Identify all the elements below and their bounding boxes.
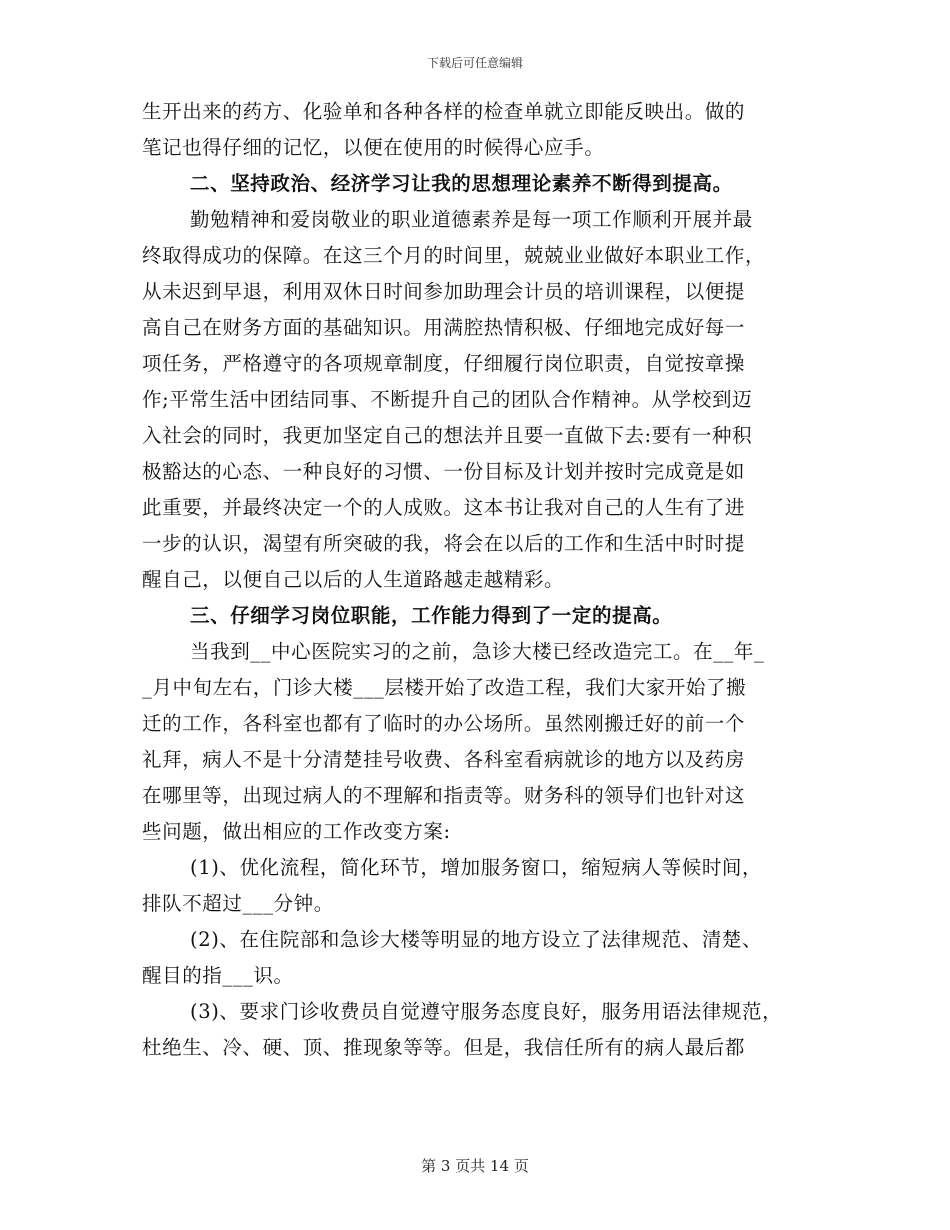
text-line: (3)、要求门诊收费员自觉遵守服务态度良好，服务用语法律规范， xyxy=(190,1000,783,1023)
section-heading: 二、坚持政治、经济学习让我的思想理论素养不断得到提高。 xyxy=(190,172,733,195)
page-footer: 第 3 页共 14 页 xyxy=(421,1157,529,1175)
text-line: (1)、优化流程，简化环节，增加服务窗口，缩短病人等候时间， xyxy=(190,856,763,879)
text-line: 项任务，严格遵守的各项规章制度，仔细履行岗位职责，自觉按章操 xyxy=(142,352,746,375)
text-line: 勤勉精神和爱岗敬业的职业道德素养是每一项工作顺利开展并最 xyxy=(190,208,753,231)
text-line: 当我到__中心医院实习的之前，急诊大楼已经改造完工。在__年_ xyxy=(190,640,765,663)
text-line: 排队不超过___分钟。 xyxy=(142,892,334,915)
text-line: 作;平常生活中团结同事、不断提升自己的团队合作精神。从学校到迈 xyxy=(142,388,753,411)
text-line: 一步的认识，渴望有所突破的我，将会在以后的工作和生活中时时提 xyxy=(142,532,746,555)
text-line: 入社会的同时，我更加坚定自己的想法并且要一直做下去:要有一种积 xyxy=(142,424,753,447)
text-line: 此重要，并最终决定一个的人成败。这本书让我对自己的人生有了进 xyxy=(142,496,746,519)
text-line: 杜绝生、冷、硬、顶、推现象等等。但是，我信任所有的病人最后都 xyxy=(142,1036,746,1059)
text-line: 生开出来的药方、化验单和各种各样的检查单就立即能反映出。做的 xyxy=(142,100,746,123)
text-line: _月中旬左右，门诊大楼___层楼开始了改造工程，我们大家开始了搬 xyxy=(142,676,747,699)
text-line: 终取得成功的保障。在这三个月的时间里，兢兢业业做好本职业工作， xyxy=(142,244,766,267)
text-line: 些问题，做出相应的工作改变方案: xyxy=(142,820,451,843)
text-line: 高自己在财务方面的基础知识。用满腔热情积极、仔细地完成好每一 xyxy=(142,316,746,339)
text-line: 从未迟到早退，利用双休日时间参加助理会计员的培训课程，以便提 xyxy=(142,280,746,303)
text-line: 在哪里等，出现过病人的不理解和指责等。财务科的领导们也针对这 xyxy=(142,784,746,807)
text-line: 醒自己，以便自己以后的人生道路越走越精彩。 xyxy=(142,568,565,591)
section-heading: 三、仔细学习岗位职能，工作能力得到了一定的提高。 xyxy=(190,604,673,627)
text-line: 笔记也得仔细的记忆，以便在使用的时候得心应手。 xyxy=(142,136,605,159)
text-line: 醒目的指___识。 xyxy=(142,964,294,987)
text-line: (2)、在住院部和急诊大楼等明显的地方设立了法律规范、清楚、 xyxy=(190,928,763,951)
page-header: 下载后可任意编辑 xyxy=(426,56,523,70)
text-line: 礼拜，病人不是十分清楚挂号收费、各科室看病就诊的地方以及药房 xyxy=(142,748,746,771)
text-line: 迁的工作，各科室也都有了临时的办公场所。虽然刚搬迁好的前一个 xyxy=(142,712,746,735)
text-line: 极豁达的心态、一种良好的习惯、一份目标及计划并按时完成竟是如 xyxy=(142,460,746,483)
